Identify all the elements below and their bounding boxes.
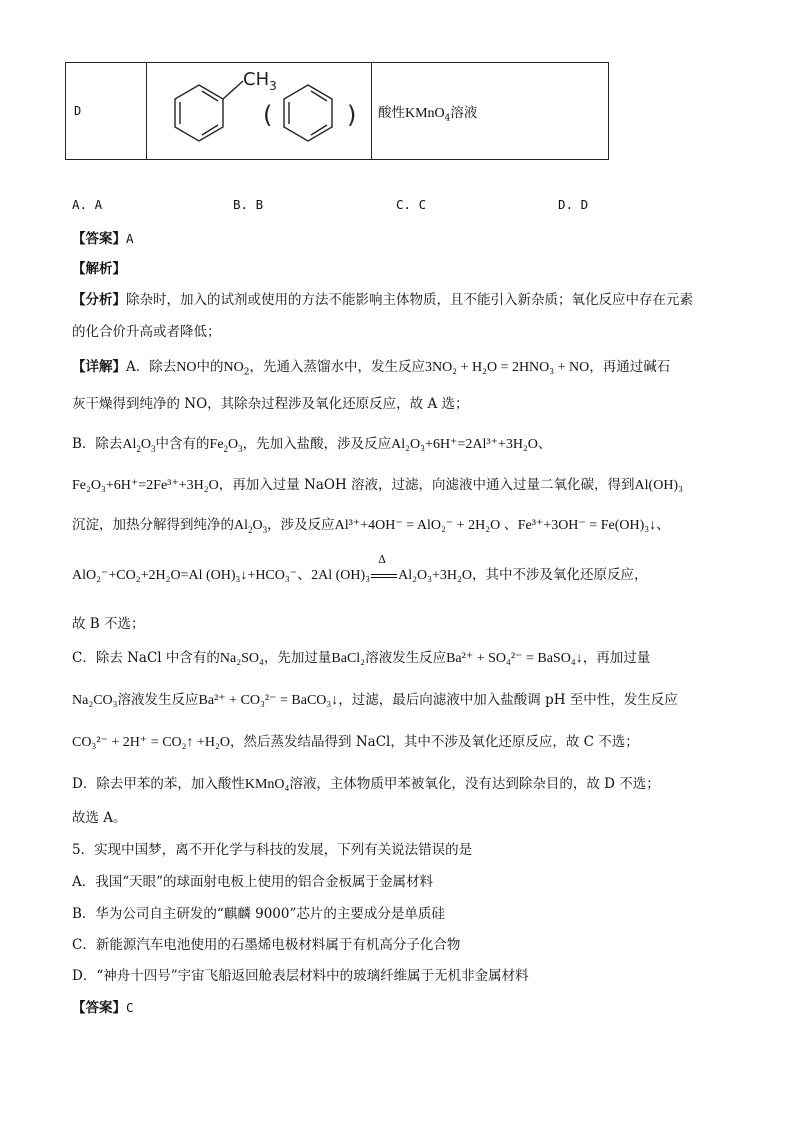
c2-eq: Ba²⁺ + CO₃²⁻ = BaCO₃↓ — [198, 693, 339, 708]
b-line-3 — [72, 513, 670, 534]
reagent-cell — [372, 63, 609, 160]
c1-post: ，再加过量 — [582, 650, 651, 666]
delta-sign: Δ — [378, 553, 387, 566]
c1-eq: Ba²⁺ + SO₄²⁻ = BaSO₄↓ — [446, 651, 583, 666]
answer-value: A — [126, 231, 134, 246]
c1-text2: 溶液发生反应 — [365, 650, 447, 666]
paren-open: ( — [263, 101, 273, 129]
c1-text: ，先加过量 — [263, 650, 332, 666]
q5-stem: 5．实现中国梦，离不开化学与科技的发展，下列有关说法错误的是 — [72, 842, 473, 858]
b1-pre: B．除去 — [72, 436, 123, 452]
toluene-ring — [175, 81, 243, 141]
b3-pre: 沉淀，加热分解得到纯净的 — [72, 517, 234, 533]
b4-eq2: Al₂O₃+3H₂O — [398, 568, 472, 583]
q5-option-d: D．“神舟十四号”宇宙飞船返回舱表层材料中的玻璃纤维属于无机非金属材料 — [72, 968, 529, 984]
xiangjie-line-1: 【详解】A．除去NO中的$NO_2$，先通入蒸馏水中，发生反应3NO₂ + H₂O = 2HNO₃ + NO，再通过碱石 — [72, 359, 671, 378]
b1-fe2o3: $Fe_2O_3$ — [209, 437, 243, 454]
fenxi-text-1: 除杂时，加入的试剂或使用的方法不能影响主体物质，且不能引入新杂质；氧化反应中存在元素 — [126, 292, 693, 308]
c2-post: ，过滤，最后向滤液中加入盐酸调 pH 至中性，发生反应 — [338, 692, 678, 708]
d1-f: KMnO₄ — [244, 777, 290, 792]
option-label: D — [74, 104, 82, 118]
a1-pre: A．除去 — [126, 359, 177, 375]
paren-close: ) — [347, 101, 357, 129]
b-line-5: 故 B 不选； — [72, 616, 145, 632]
a1-text: ，先通入蒸馏水中，发生反应 — [249, 359, 425, 375]
xiangjie-tag: 【详解】 — [72, 359, 126, 375]
answer2-value: C — [126, 1000, 134, 1015]
answer-tag: 【答案】 — [72, 231, 126, 247]
c1-f2: BaCl₂ — [331, 651, 366, 666]
option-label-cell — [66, 63, 147, 160]
xiangjie-line-2: 灰干燥得到纯净的 NO，其除杂过程涉及氧化还原反应，故 A 选； — [72, 396, 469, 412]
answer-line-1 — [72, 227, 134, 247]
reagent-suffix: 溶液 — [450, 104, 478, 121]
b1-al2o3: $Al_2O_3$ — [122, 437, 156, 454]
answer-line-2 — [72, 996, 134, 1016]
d-line-2: 故选 A。 — [72, 810, 127, 826]
b-line-1 — [72, 432, 551, 453]
a1-no: NO — [176, 360, 197, 375]
d1-pre: D．除去甲苯的苯，加入酸性 — [72, 776, 245, 792]
b1-mid: 中含有的 — [155, 436, 210, 452]
choice-a: A. A — [72, 197, 103, 212]
q5-option-b: B．华为公司自主研发的“麒麟 9000”芯片的主要成分是单质硅 — [72, 906, 445, 922]
c3-eq: CO₃²⁻ + 2H⁺ = CO₂↑ +H₂O — [72, 735, 231, 750]
reagent-prefix: 酸性 — [378, 104, 405, 121]
choice-d: D. D — [558, 197, 589, 212]
c1-f: Na₂SO₄ — [219, 651, 264, 666]
b2-end: Al(OH)₃ — [634, 478, 683, 493]
a1-mid: 中的 — [196, 359, 224, 375]
c2-f: Na₂CO₃ — [72, 693, 118, 708]
reagent-formula: KMnO — [405, 105, 445, 121]
fenxi-tag: 【分析】 — [72, 292, 126, 308]
b4-eq1: AlO₂⁻+CO₂+2H₂O=Al (OH)₃↓+HCO₃⁻、2Al (OH)₃ — [72, 568, 371, 583]
c2-text: 溶液发生反应 — [117, 692, 199, 708]
q5-option-c: C．新能源汽车电池使用的石墨烯电极材料属于有机高分子化合物 — [72, 937, 461, 953]
a1-eq: 3NO₂ + H₂O = 2HNO₃ + NO — [424, 360, 590, 375]
ch3-label: $CH_3$ — [243, 69, 277, 93]
d-line-1 — [72, 772, 660, 793]
c-line-1 — [72, 646, 650, 667]
answer2-tag: 【答案】 — [72, 1000, 126, 1016]
c-line-2 — [72, 688, 678, 709]
b-line-4 — [72, 553, 648, 584]
b2-eq: Fe₂O₃+6H⁺=2Fe³⁺+3H₂O — [72, 478, 219, 493]
structure-cell — [147, 63, 372, 160]
b3-eq: Al³⁺+4OH⁻ = AlO₂⁻ + 2H₂O 、Fe³⁺+3OH⁻ = Fe(OH)₃↓、 — [334, 518, 671, 533]
b4-text: ，其中不涉及氧化还原反应， — [471, 567, 648, 583]
b2-text: ，再加入过量 NaOH 溶液，过滤，向滤液中通入过量二氧化碳，得到 — [218, 477, 635, 493]
jiexi-tag: 【解析】 — [72, 261, 126, 277]
c-line-3 — [72, 730, 639, 751]
b4-delta-arrow — [370, 553, 398, 583]
q5-option-a: A．我国“天眼”的球面射电板上使用的铝合金板属于金属材料 — [72, 874, 434, 890]
c3-text: ，然后蒸发结晶得到 NaCl，其中不涉及氧化还原反应，故 C 不选； — [230, 734, 639, 750]
b-line-2 — [72, 473, 683, 494]
d1-text: 溶液，主体物质甲苯被氧化，没有达到除杂目的，故 D 不选； — [289, 776, 660, 792]
a1-no2: NO — [223, 360, 244, 375]
fenxi-line-1 — [72, 288, 693, 308]
b3-al2o3: $Al_2O_3$ — [234, 518, 268, 535]
b1-eq: Al₂O₃+6H⁺=2Al³⁺+3H₂O — [391, 437, 538, 452]
fenxi-line-2: 的化合价升高或者降低； — [72, 324, 221, 340]
b1-post: 、 — [537, 436, 552, 452]
b3-mid: ，涉及反应 — [267, 517, 335, 533]
b1-text: ，先加入盐酸，涉及反应 — [242, 436, 392, 452]
option-table — [65, 62, 609, 160]
a1-post: ，再通过碱石 — [589, 359, 671, 375]
c1-pre: C．除去 NaCl 中含有的 — [72, 650, 220, 666]
choice-c: C. C — [396, 197, 427, 212]
reagent-sub: 4 — [444, 113, 451, 124]
choice-b: B. B — [233, 197, 264, 212]
benzene-ring — [284, 85, 332, 141]
toluene-benzene-structure — [147, 63, 369, 155]
